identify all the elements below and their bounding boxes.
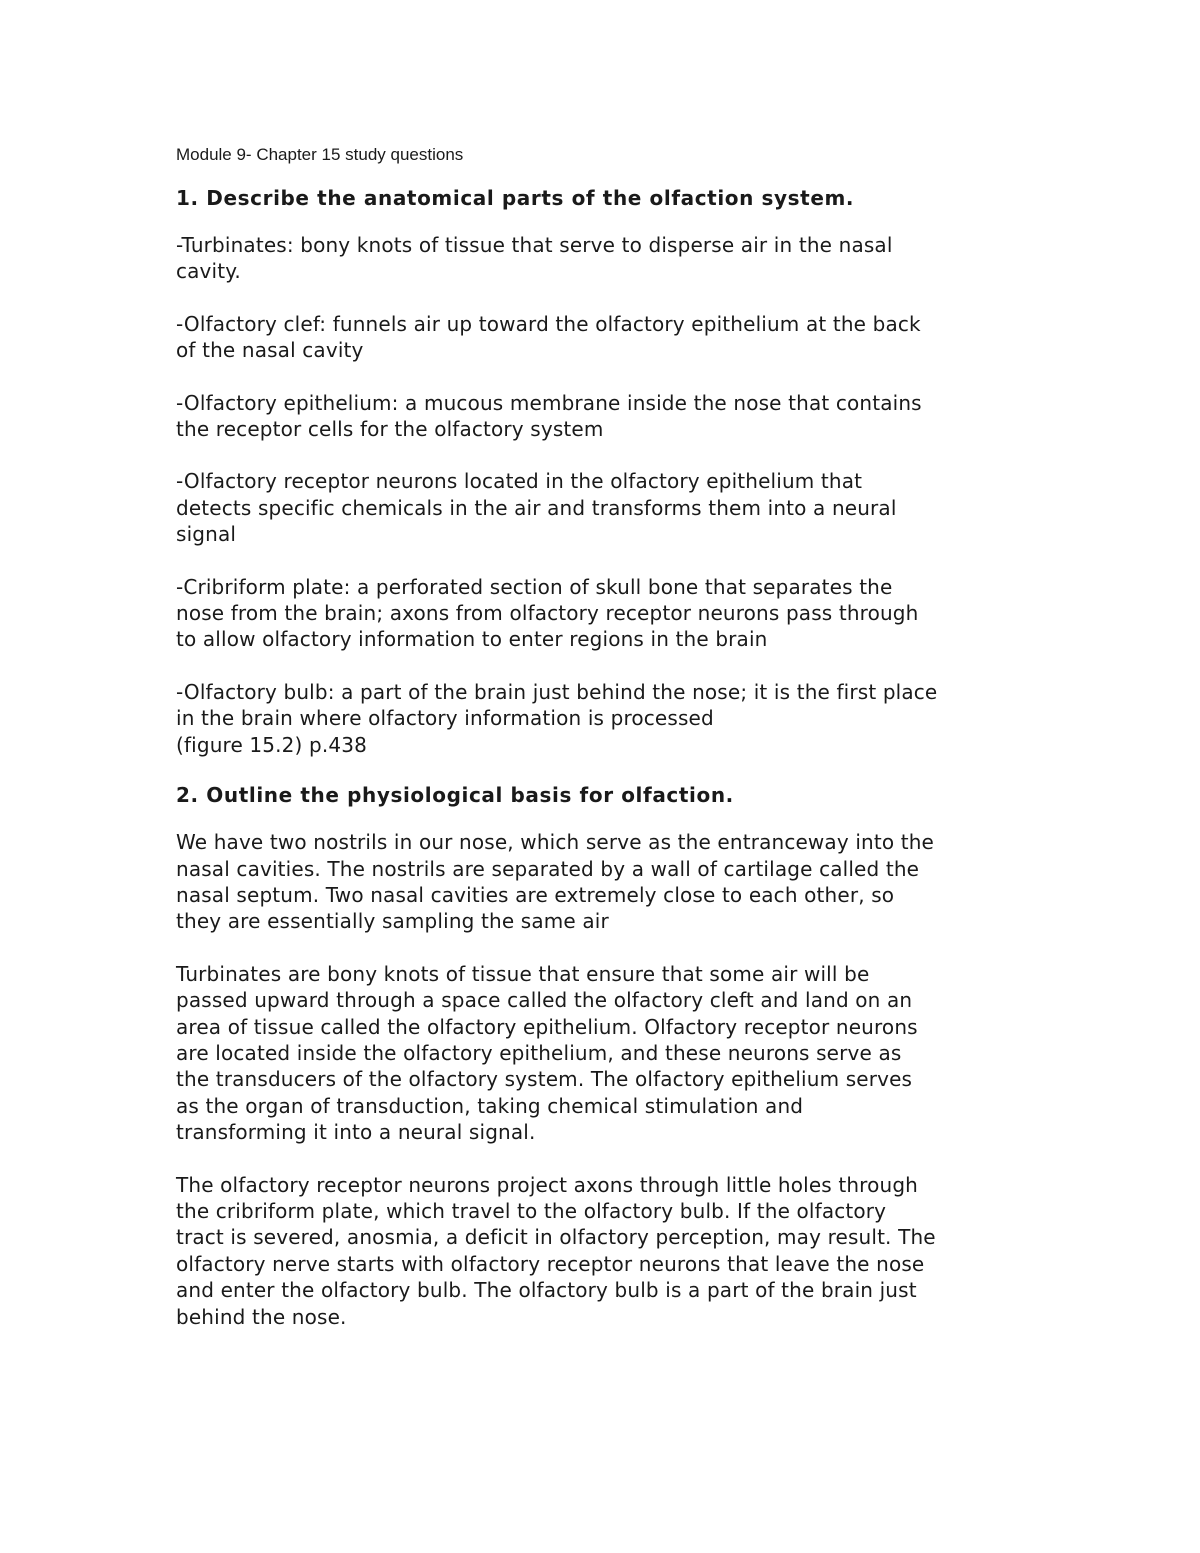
paragraph-receptor-neurons: The olfactory receptor neurons project axons through little holes through the cribriform plate, which travel to the olfactory bulb. If the olfactory tract is severed, anosmia, a deficit in olfactory perception, may result. The olfactory nerve starts with olfactory receptor neurons that leave the nose and enter the olfactory bulb. The olfactory bulb is a part of the brain just behind the nose. [176,1172,936,1329]
answer-turbinates: -Turbinates: bony knots of tissue that serve to disperse air in the nasal cavity. [176,233,893,284]
answer-olfactory-epithelium: -Olfactory epithelium: a mucous membrane inside the nose that contains the receptor cells for the olfactory system [176,390,922,442]
paragraph-nostrils: We have two nostrils in our nose, which serve as the entranceway into the nasal cavities. The nostrils are separated by a wall of cartilage called the nasal septum. Two nasal cavities are extremely close to each other, so they are essentially sampling the same air [176,830,935,934]
question-2-heading: 2. Outline the physiological basis for olfaction. [176,783,734,808]
paragraph-turbinates: Turbinates are bony knots of tissue that ensure that some air will be passed upward through a space called the olfactory cleft and land on an area of tissue called the olfactory epithelium. Olfactory receptor neurons are located inside the olfactory epithelium, and these neurons serve as the transducers of the olfactory system. The olfactory epithelium serves as the organ of transduction, taking chemical stimulation and transforming it into a neural signal. [176,961,918,1145]
question-1-heading: 1. Describe the anatomical parts of the olfaction system. [176,186,855,210]
answer-olfactory-bulb: -Olfactory bulb: a part of the brain just behind the nose; it is the first place in the brain where olfactory information is processed (figure 15.2) p.438 [176,679,938,757]
answer-olfactory-clef: -Olfactory clef: funnels air up toward the olfactory epithelium at the back of the nasal cavity [176,311,921,363]
module-title: Module 9- Chapter 15 study questions [176,145,464,164]
document-page [176,142,1036,1356]
answer-olfactory-receptor-neurons: -Olfactory receptor neurons located in the olfactory epithelium that detects specific chemicals in the air and transforms them into a neural signal [176,469,897,547]
answer-cribriform-plate: -Cribriform plate: a perforated section of skull bone that separates the nose from the brain; axons from olfactory receptor neurons pass through to allow olfactory information to enter regions in the brain [176,574,919,652]
